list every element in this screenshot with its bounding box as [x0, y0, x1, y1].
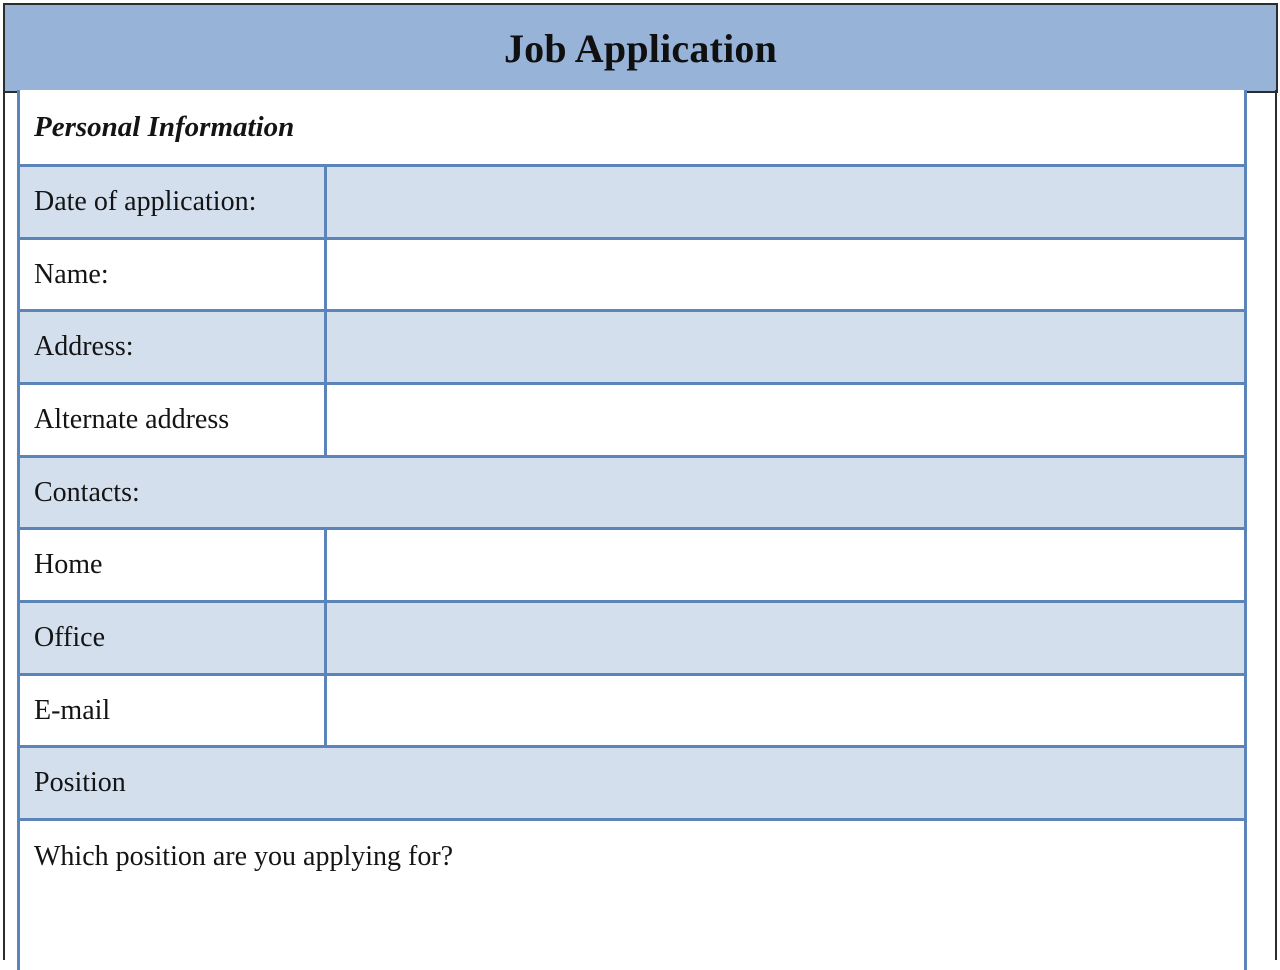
section-row-position	[20, 748, 1244, 821]
form-row-office	[20, 603, 1244, 676]
section-heading-position: Position	[34, 767, 126, 798]
section-row-contacts	[20, 458, 1244, 530]
label-home: Home	[20, 530, 327, 600]
name-field[interactable]	[327, 240, 1244, 309]
home-phone-field[interactable]	[327, 530, 1244, 600]
form-title: Job Application	[503, 25, 778, 71]
form-row-home	[20, 530, 1244, 603]
page-border-right	[1275, 90, 1277, 960]
label-address: Address:	[20, 312, 327, 382]
label-date-of-application: Date of application:	[20, 167, 327, 237]
form-row-address	[20, 312, 1244, 385]
office-phone-field[interactable]	[327, 603, 1244, 673]
form-title-bar	[3, 3, 1278, 93]
form-row-position-question[interactable]	[20, 821, 1244, 970]
section-heading-personal-information: Personal Information	[34, 110, 295, 143]
form-row-date-of-application	[20, 167, 1244, 240]
email-field[interactable]	[327, 676, 1244, 745]
section-row-personal-information	[20, 90, 1244, 167]
address-field[interactable]	[327, 312, 1244, 382]
label-office: Office	[20, 603, 327, 673]
alternate-address-field[interactable]	[327, 385, 1244, 455]
form-row-name	[20, 240, 1244, 312]
label-email: E-mail	[20, 676, 327, 745]
section-heading-contacts: Contacts:	[34, 476, 140, 508]
form-row-alternate-address	[20, 385, 1244, 458]
form-row-email	[20, 676, 1244, 748]
position-question-text: Which position are you applying for?	[34, 841, 454, 872]
page-border-left	[3, 90, 5, 960]
date-of-application-field[interactable]	[327, 167, 1244, 237]
label-alternate-address: Alternate address	[20, 385, 327, 455]
application-form-table	[17, 90, 1247, 970]
label-name: Name:	[20, 240, 327, 309]
